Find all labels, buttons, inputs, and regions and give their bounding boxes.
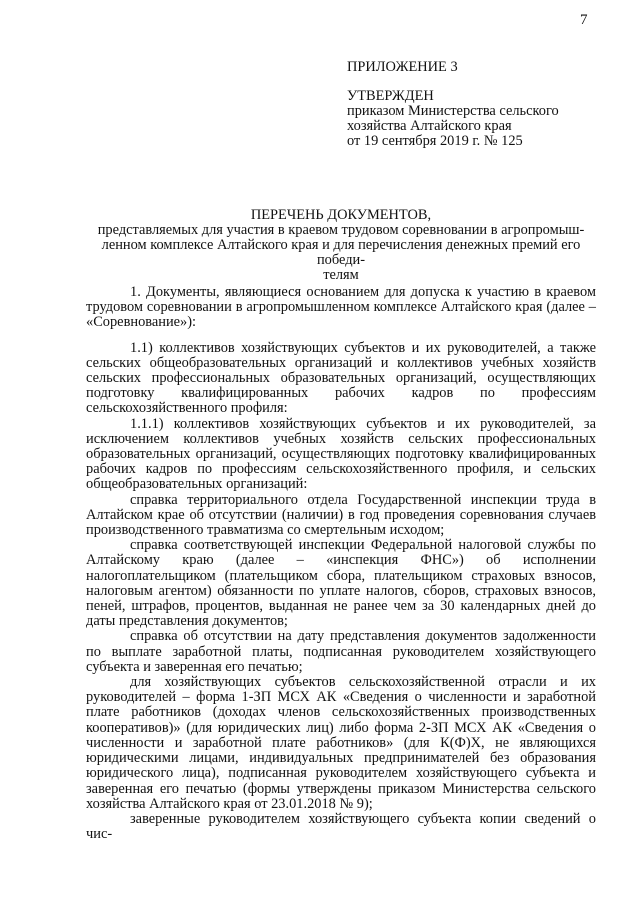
approval-block xyxy=(347,60,559,149)
paragraph-1-1-1: 1.1.1) коллективов хозяйствующих субъектов и их руководителей, за исключением коллективов учебных хозяйств сельских профессиональных образовательных организаций, осуществляющих подготовку квалифицированных рабочих кадров по профессиям сельскохозяйственного профиля, и сельских общеобразовательных организаций: xyxy=(86,415,596,493)
document-title: ПЕРЕЧЕНЬ ДОКУМЕНТОВ, xyxy=(250,207,432,223)
document-body xyxy=(86,285,596,842)
paragraph-1: 1. Документы, являющиеся основанием для допуска к участию в краевом трудовом соревновании в агропромышленном комплексе Алтайского края (далее – «Соревнование»): xyxy=(86,284,596,331)
page-number: 7 xyxy=(580,12,588,28)
document-title-block xyxy=(86,208,596,283)
paragraph-tax-inspection: справка соответствующей инспекции Федеральной налоговой службы по Алтайскому краю (далее – «инспекция ФНС») об исполнении налогоплательщиком (плательщиком сбора, плательщиком страховых взносов, налоговым агентом) обязанности по уплате налогов, сборов, страховых взносов, пеней, штрафов, процентов, выданная не ранее чем за 30 календарных дней до даты представления документов; xyxy=(86,537,596,630)
paragraph-labor-inspection: справка территориального отдела Государственной инспекции труда в Алтайском крае об отсутствии (наличии) в год проведения соревнования случаев производственного травматизма со смертельным исходом; xyxy=(86,491,596,539)
document-subtitle-line-1: представляемых для участия в краевом трудовом соревновании в агропромыш- xyxy=(97,222,585,238)
document-subtitle-line-2: ленном комплексе Алтайского края и для перечисления денежных премий его победи- xyxy=(101,237,581,268)
approved-label: УТВЕРЖДЕН xyxy=(347,88,434,104)
document-subtitle-line-3: телям xyxy=(323,267,359,283)
appendix-label: ПРИЛОЖЕНИЕ 3 xyxy=(347,59,458,75)
approval-line-3: от 19 сентября 2019 г. № 125 xyxy=(347,133,523,149)
paragraph-copies: заверенные руководителем хозяйствующего субъекта копии сведений о чис- xyxy=(86,810,596,843)
approval-line-1: приказом Министерства сельского xyxy=(347,103,559,119)
paragraph-salary-debt: справка об отсутствии на дату представления документов задолженности по выплате заработной платы, подписанная руководителем хозяйствующего субъекта и заверенная его печатью; xyxy=(86,628,596,675)
approval-line-2: хозяйства Алтайского края xyxy=(347,118,512,134)
paragraph-1-1: 1.1) коллективов хозяйствующих субъектов и их руководителей, а также сельских общеобразовательных организаций и коллективов учебных хозяйств сельских профессиональных образовательных организаций, осуществляющих подготовку квалифицированных рабочих кадров по профессиям сельскохозяйственного профиля: xyxy=(86,339,596,417)
paragraph-forms: для хозяйствующих субъектов сельскохозяйственной отрасли и их руководителей – форма 1-ЗП МСХ АК «Сведения о численности и заработной плате работников (доходах членов сельскохозяйственных производственных кооперативов)» (для юридических лиц) либо форма 2-ЗП МСХ АК «Сведения о численности и заработной плате работников» (для К(Ф)Х, не являющихся юридическими лицами, индивидуальных предпринимателей без образования юридического лица), подписанная руководителем хозяйствующего субъекта и заверенная его печатью (формы утверждены приказом Министерства сельского хозяйства Алтайского края от 23.01.2018 № 9); xyxy=(86,674,596,812)
